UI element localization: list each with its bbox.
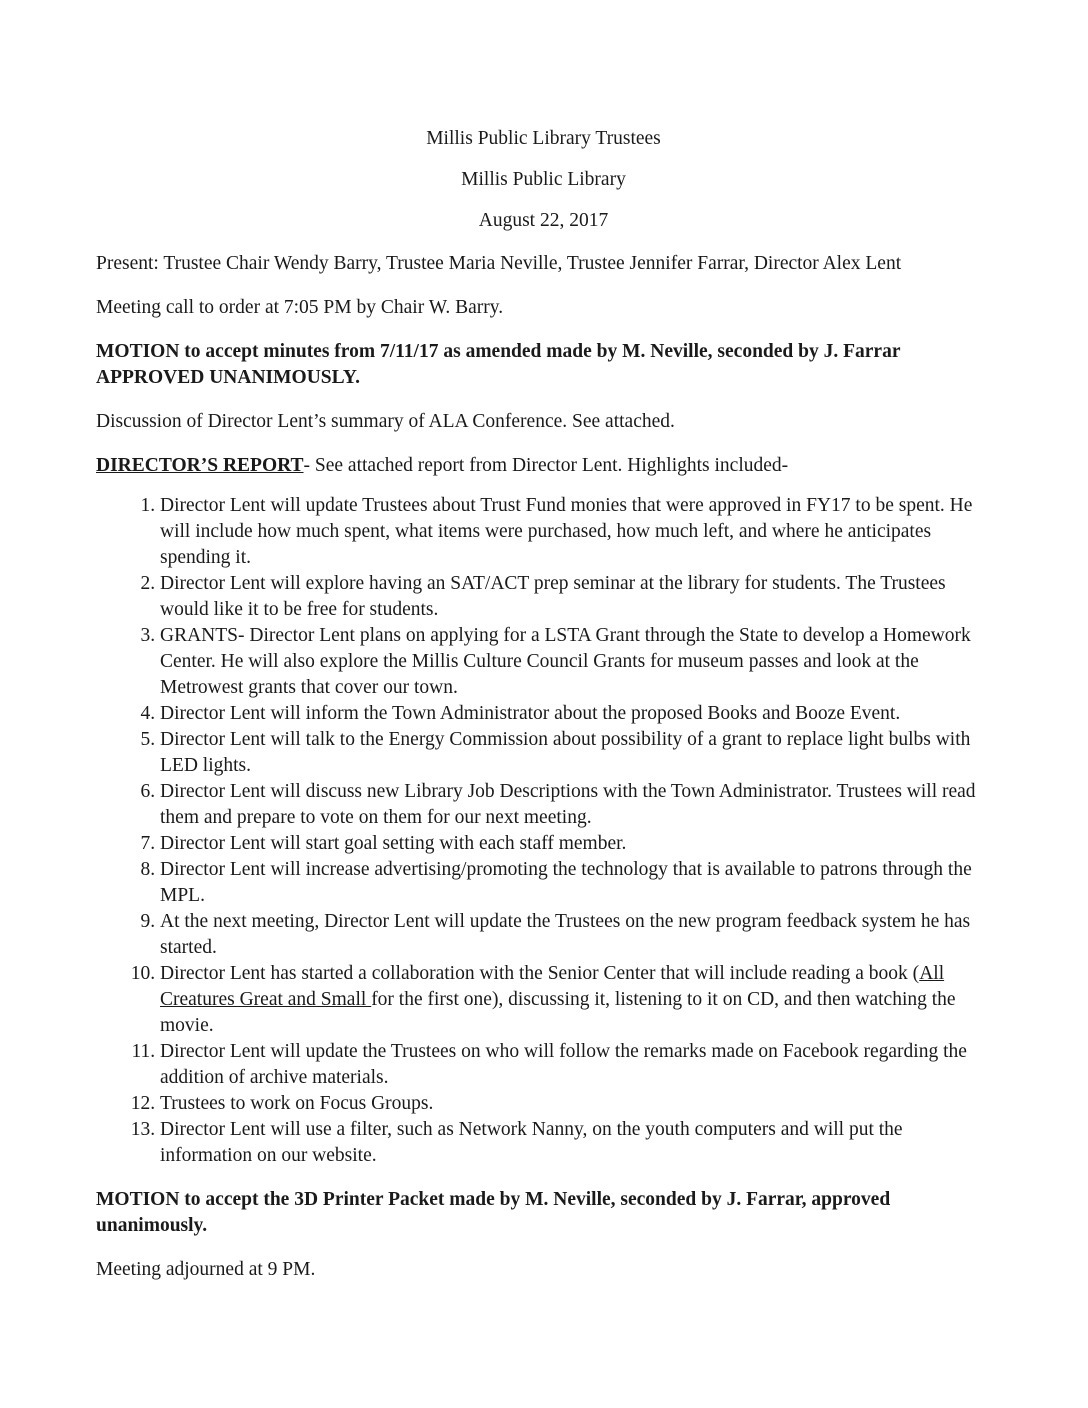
list-item: 2. Director Lent will explore having an SAT/ACT prep seminar at the library for students. The Trustees would like it to be free for students. xyxy=(160,571,991,623)
list-item: 12. Trustees to work on Focus Groups. xyxy=(160,1091,991,1117)
item10-after: for the first one), discussing it, listening to it on CD, and then watching the movie. xyxy=(160,989,956,1036)
item10-before: Director Lent has started a collaboration with the Senior Center that will include reading a book ( xyxy=(160,963,920,984)
list-item: 8. Director Lent will increase advertising/promoting the technology that is available to patrons through the MPL. xyxy=(160,857,991,909)
list-item: 7. Director Lent will start goal setting with each staff member. xyxy=(160,831,991,857)
list-item: 11. Director Lent will update the Trustees on who will follow the remarks made on Facebook regarding the addition of archive materials. xyxy=(160,1039,991,1091)
header-date: August 22, 2017 xyxy=(478,210,609,231)
list-item xyxy=(160,961,991,1039)
list-item: 1. Director Lent will update Trustees about Trust Fund monies that were approved in FY17 to be spent. He will include how much spent, what items were purchased, how much left, and where he anticipates spending it. xyxy=(160,493,991,571)
list-item: 13. Director Lent will use a filter, such as Network Nanny, on the youth computers and will put the information on our website. xyxy=(160,1117,991,1169)
header-organization: Millis Public Library Trustees xyxy=(426,128,661,149)
list-item: 5. Director Lent will talk to the Energy Commission about possibility of a grant to replace light bulbs with LED lights. xyxy=(160,727,991,779)
attendees: Present: Trustee Chair Wendy Barry, Trustee Maria Neville, Trustee Jennifer Farrar, Director Alex Lent xyxy=(96,253,902,274)
motion-minutes-line1: MOTION to accept minutes from 7/11/17 as amended made by M. Neville, seconded by J. Farrar xyxy=(96,341,901,362)
directors-report xyxy=(96,453,991,479)
highlights-list xyxy=(96,493,991,1169)
directors-report-heading: DIRECTOR’S REPORT xyxy=(96,455,304,476)
list-item: 3. GRANTS- Director Lent plans on applying for a LSTA Grant through the State to develop a Homework Center. He will also explore the Millis Culture Council Grants for museum passes and look at the Metrowest grants that cover our town. xyxy=(160,623,991,701)
list-item: 9. At the next meeting, Director Lent will update the Trustees on the new program feedback system he has started. xyxy=(160,909,991,961)
adjournment: Meeting adjourned at 9 PM. xyxy=(96,1259,316,1280)
call-to-order: Meeting call to order at 7:05 PM by Chair W. Barry. xyxy=(96,297,504,318)
document-page xyxy=(96,128,991,1301)
book-title: All Creatures Great and Small xyxy=(160,963,945,1010)
motion-minutes-line2: APPROVED UNANIMOUSLY. xyxy=(96,367,361,388)
header-library: Millis Public Library xyxy=(461,169,626,190)
list-item: 6. Director Lent will discuss new Library Job Descriptions with the Town Administrator. Trustees will read them and prepare to vote on them for our next meeting. xyxy=(160,779,991,831)
ala-discussion: Discussion of Director Lent’s summary of ALA Conference. See attached. xyxy=(96,411,675,432)
list-item: 4. Director Lent will inform the Town Administrator about the proposed Books and Booze Event. xyxy=(160,701,991,727)
motion-minutes xyxy=(96,339,991,391)
directors-report-text: - See attached report from Director Lent. Highlights included- xyxy=(303,455,789,476)
motion-3d-printer: MOTION to accept the 3D Printer Packet made by M. Neville, seconded by J. Farrar, approved unanimously. xyxy=(96,1189,891,1236)
